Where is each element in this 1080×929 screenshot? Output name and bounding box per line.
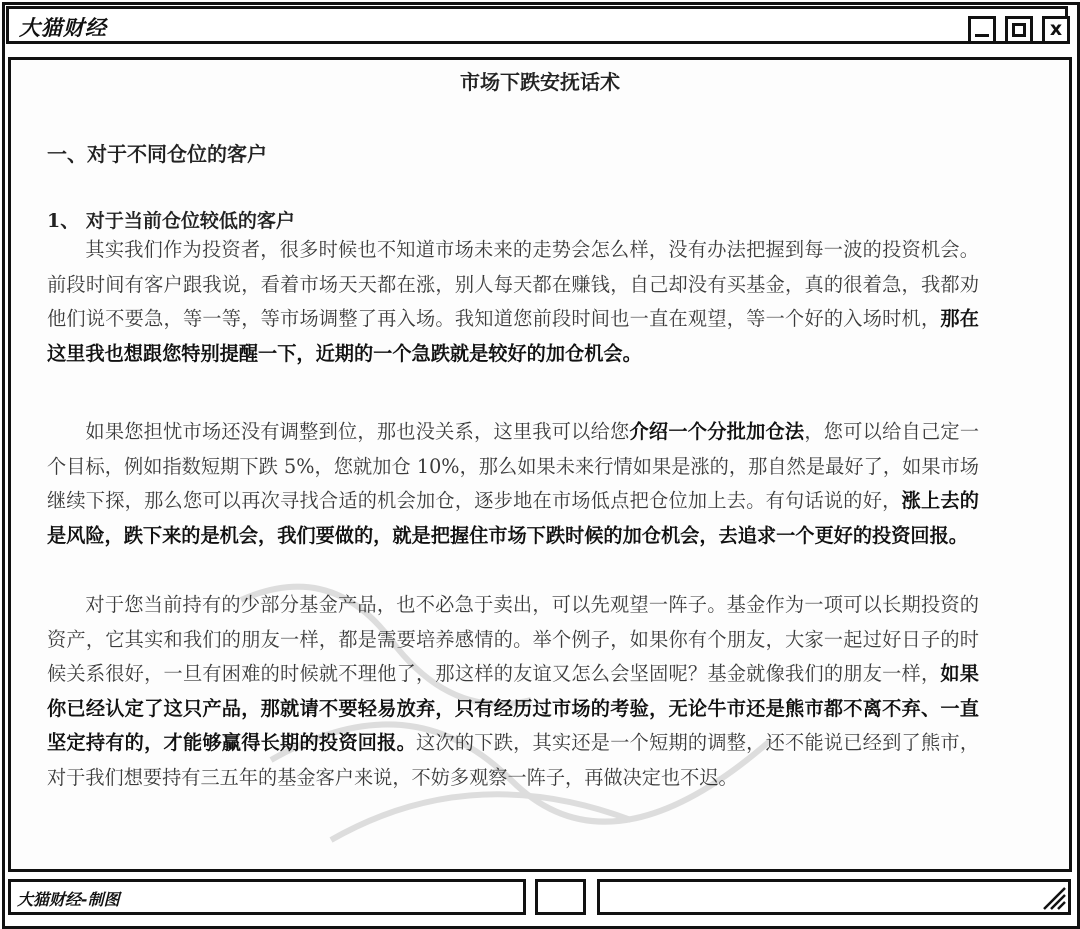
document-viewer[interactable] xyxy=(8,57,1072,872)
paragraph-2-text-b: ，您可以给自己定一个目标，例如指数短期下跌 5%，您就加仓 10%，那么如果未来行情如果是涨的，那自然是最好了，如果市场继续下探，那么您可以再次寻找合适的机会加仓，逐步地在市场低点把仓位加上去。有句话说的好， xyxy=(47,420,980,512)
maximize-icon[interactable] xyxy=(1005,16,1033,44)
subsection-heading: 1、 对于当前仓位较低的客户 xyxy=(47,210,295,232)
status-bar-segment xyxy=(535,879,586,915)
paragraph-1 xyxy=(47,233,979,371)
credit-label: 大猫财经-制图 xyxy=(17,890,120,909)
status-bar-right xyxy=(597,879,1071,915)
paragraph-1-text: 其实我们作为投资者，很多时候也不知道市场未来的走势会怎么样，没有办法把握到每一波的投资机会。前段时间有客户跟我说，看着市场天天都在涨，别人每天都在赚钱，自己却没有买基金，真的很着急，我都劝他们说不要急，等一等，等市场调整了再入场。我知道您前段时间也一直在观望，等一个好的入场时机， xyxy=(47,238,979,330)
resize-grip-icon[interactable] xyxy=(1040,884,1066,910)
paragraph-1-emphasis: 那在这里我也想跟您特别提醒一下，近期的一个急跌就是较好的加仓机会。 xyxy=(47,307,979,365)
paragraph-3-text-b: 这次的下跌，其实还是一个短期的调整，还不能说已经到了熊市，对于我们想要持有三五年的基金客户来说，不妨多观察一阵子，再做决定也不迟。 xyxy=(47,731,980,789)
title-bar[interactable] xyxy=(6,6,1068,44)
paragraph-2-emphasis-a: 介绍一个分批加仓法 xyxy=(629,420,805,443)
close-icon[interactable]: x xyxy=(1042,16,1070,44)
paragraph-2-emphasis-b: 涨上去的是风险，跌下来的是机会，我们要做的，就是把握住市场下跌时候的加仓机会，去追求一个更好的投资回报。 xyxy=(47,489,979,547)
paragraph-2 xyxy=(47,415,979,553)
window-title: 大猫财经 xyxy=(19,16,107,40)
document-title: 市场下跌安抚话术 xyxy=(460,70,620,94)
paragraph-3-text-a: 对于您当前持有的少部分基金产品，也不必急于卖出，可以先观望一阵子。基金作为一项可以长期投资的资产，它其实和我们的朋友一样，都是需要培养感情的。举个例子，如果你有个朋友，大家一起过好日子的时候关系很好，一旦有困难的时候就不理他了，那这样的友谊又怎么会坚固呢？基金就像我们的朋友一样， xyxy=(47,593,979,685)
section-heading: 一、对于不同仓位的客户 xyxy=(47,142,267,166)
status-bar-main xyxy=(8,879,526,915)
paragraph-3 xyxy=(47,588,979,795)
paragraph-3-emphasis: 如果你已经认定了这只产品，那就请不要轻易放弃，只有经历过市场的考验，无论牛市还是熊市都不离不弃、一直坚定持有的，才能够赢得长期的投资回报。 xyxy=(47,662,979,754)
minimize-icon[interactable] xyxy=(968,16,996,44)
paragraph-2-text-a: 如果您担忧市场还没有调整到位，那也没关系，这里我可以给您 xyxy=(85,420,630,443)
